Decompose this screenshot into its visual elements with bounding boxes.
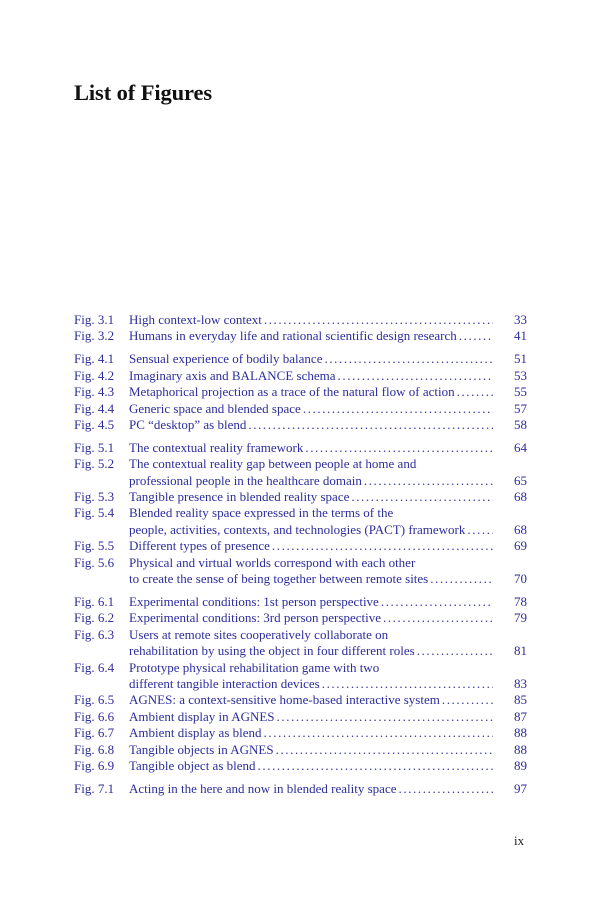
- figure-caption: Acting in the here and now in blended reality space: [129, 780, 397, 796]
- list-item[interactable]: [74, 627, 527, 660]
- figure-number: Fig. 6.9: [74, 758, 115, 774]
- figure-number: Fig. 5.6: [74, 554, 115, 570]
- page-ref: 89: [514, 758, 527, 774]
- page-ref: 53: [514, 367, 527, 383]
- dot-leader: [303, 401, 493, 417]
- list-item[interactable]: [74, 401, 527, 417]
- list-item[interactable]: [74, 417, 527, 433]
- figure-caption: Physical and virtual worlds correspond with each other: [129, 554, 416, 570]
- dot-leader: [459, 328, 493, 344]
- page-ref: 65: [514, 472, 527, 488]
- figure-caption: people, activities, contexts, and technologies (PACT) framework: [129, 521, 466, 537]
- figure-caption: Different types of presence: [129, 538, 270, 554]
- dot-leader: [276, 742, 493, 758]
- page-title: List of Figures: [74, 80, 213, 105]
- figure-group: [74, 351, 527, 433]
- dot-leader: [258, 758, 493, 774]
- list-item[interactable]: [74, 538, 527, 554]
- page-ref: 41: [514, 328, 527, 344]
- figure-caption: Ambient display as blend: [129, 725, 262, 741]
- dot-leader: [381, 594, 493, 610]
- list-item[interactable]: [74, 312, 527, 328]
- figure-caption: Tangible presence in blended reality space: [129, 489, 350, 505]
- figure-group: [74, 440, 527, 588]
- dot-leader: [351, 489, 493, 505]
- figure-group: [74, 594, 527, 774]
- figure-number: Fig. 6.8: [74, 741, 115, 757]
- figure-caption: Ambient display in AGNES: [129, 708, 275, 724]
- list-item[interactable]: [74, 456, 527, 489]
- figure-caption: Humans in everyday life and rational scientific design research: [129, 328, 457, 344]
- page-ref: 69: [514, 538, 527, 554]
- figure-caption: Metaphorical projection as a trace of the natural flow of action: [129, 384, 455, 400]
- list-of-figures: [74, 312, 527, 804]
- page-ref: 87: [514, 708, 527, 724]
- dot-leader: [399, 781, 494, 797]
- figure-caption: Sensual experience of bodily balance: [129, 351, 323, 367]
- list-item[interactable]: [74, 610, 527, 626]
- figure-number: Fig. 6.4: [74, 659, 115, 675]
- dot-leader: [322, 676, 493, 692]
- page-ref: 64: [514, 439, 527, 455]
- dot-leader: [264, 312, 493, 328]
- list-item[interactable]: [74, 489, 527, 505]
- page-ref: 58: [514, 416, 527, 432]
- list-item[interactable]: [74, 594, 527, 610]
- figure-number: Fig. 3.1: [74, 312, 115, 327]
- figure-number: Fig. 6.2: [74, 610, 115, 626]
- dot-leader: [467, 522, 493, 538]
- list-item[interactable]: [74, 758, 527, 774]
- page-ref: 79: [514, 610, 527, 626]
- page-ref: 88: [514, 741, 527, 757]
- dot-leader: [248, 417, 493, 433]
- page-ref: 55: [514, 384, 527, 400]
- figure-caption: rehabilitation by using the object in four different roles: [129, 643, 415, 659]
- figure-caption: Experimental conditions: 3rd person perspective: [129, 610, 381, 626]
- dot-leader: [305, 440, 493, 456]
- page-ref: 85: [514, 692, 527, 708]
- figure-number: Fig. 4.2: [74, 367, 115, 383]
- figure-number: Fig. 6.3: [74, 626, 115, 642]
- figure-caption: Blended reality space expressed in the terms of the: [129, 505, 394, 521]
- page-ref: 97: [514, 780, 527, 796]
- figure-number: Fig. 4.5: [74, 416, 115, 432]
- figure-caption: Prototype physical rehabilitation game with two: [129, 659, 380, 675]
- figure-number: Fig. 5.5: [74, 538, 115, 554]
- figure-caption: AGNES: a context-sensitive home-based interactive system: [129, 692, 440, 708]
- dot-leader: [417, 643, 493, 659]
- dot-leader: [457, 384, 493, 400]
- dot-leader: [364, 473, 493, 489]
- figure-number: Fig. 4.1: [74, 351, 115, 367]
- figure-caption: to create the sense of being together between remote sites: [129, 571, 429, 587]
- figure-caption: Users at remote sites cooperatively collaborate on: [129, 626, 389, 642]
- figure-caption: Imaginary axis and BALANCE schema: [129, 367, 336, 383]
- list-item[interactable]: [74, 440, 527, 456]
- figure-caption: The contextual reality gap between people at home and: [129, 456, 417, 472]
- page-ref: 78: [514, 594, 527, 609]
- page-ref: 68: [514, 521, 527, 537]
- dot-leader: [430, 571, 493, 587]
- page-ref: 51: [514, 351, 527, 367]
- list-item[interactable]: [74, 384, 527, 400]
- figure-caption: Generic space and blended space: [129, 400, 301, 416]
- figure-caption: PC “desktop” as blend: [129, 416, 247, 432]
- figure-number: Fig. 5.2: [74, 456, 115, 472]
- figure-number: Fig. 7.1: [74, 780, 115, 796]
- list-item[interactable]: [74, 555, 527, 588]
- dot-leader: [442, 692, 493, 708]
- list-item[interactable]: [74, 692, 527, 708]
- figure-caption: Tangible objects in AGNES: [129, 741, 274, 757]
- list-item[interactable]: [74, 505, 527, 538]
- list-item[interactable]: [74, 660, 527, 693]
- figure-number: Fig. 3.2: [74, 328, 115, 344]
- list-item[interactable]: [74, 742, 527, 758]
- figure-caption: High context-low context: [129, 312, 262, 327]
- figure-caption: different tangible interaction devices: [129, 676, 320, 692]
- list-item[interactable]: [74, 709, 527, 725]
- figure-number: Fig. 4.4: [74, 400, 115, 416]
- page-ref: 68: [514, 489, 527, 505]
- list-item[interactable]: [74, 351, 527, 367]
- page-ref: 57: [514, 400, 527, 416]
- page-ref: 33: [514, 312, 527, 327]
- figure-number: Fig. 6.6: [74, 708, 115, 724]
- list-item[interactable]: [74, 781, 527, 797]
- figure-group: [74, 781, 527, 797]
- figure-group: [74, 312, 527, 345]
- list-item[interactable]: [74, 368, 527, 384]
- figure-number: Fig. 5.3: [74, 489, 115, 505]
- dot-leader: [272, 538, 493, 554]
- figure-number: Fig. 5.4: [74, 505, 115, 521]
- figure-caption: The contextual reality framework: [129, 439, 304, 455]
- list-item[interactable]: [74, 328, 527, 344]
- figure-number: Fig. 6.1: [74, 594, 115, 609]
- figure-number: Fig. 4.3: [74, 384, 115, 400]
- page-ref: 88: [514, 725, 527, 741]
- page-ref: 81: [514, 643, 527, 659]
- dot-leader: [324, 351, 493, 367]
- page-ref: 83: [514, 676, 527, 692]
- list-item[interactable]: [74, 725, 527, 741]
- figure-caption: Experimental conditions: 1st person perspective: [129, 594, 379, 609]
- figure-number: Fig. 6.5: [74, 692, 115, 708]
- figure-number: Fig. 6.7: [74, 725, 115, 741]
- dot-leader: [338, 368, 493, 384]
- dot-leader: [277, 709, 493, 725]
- dot-leader: [383, 610, 493, 626]
- figure-number: Fig. 5.1: [74, 439, 115, 455]
- page-ref: 70: [514, 571, 527, 587]
- dot-leader: [264, 725, 493, 741]
- figure-caption: professional people in the healthcare domain: [129, 472, 362, 488]
- page-number: ix: [514, 833, 525, 848]
- figure-caption: Tangible object as blend: [129, 758, 256, 774]
